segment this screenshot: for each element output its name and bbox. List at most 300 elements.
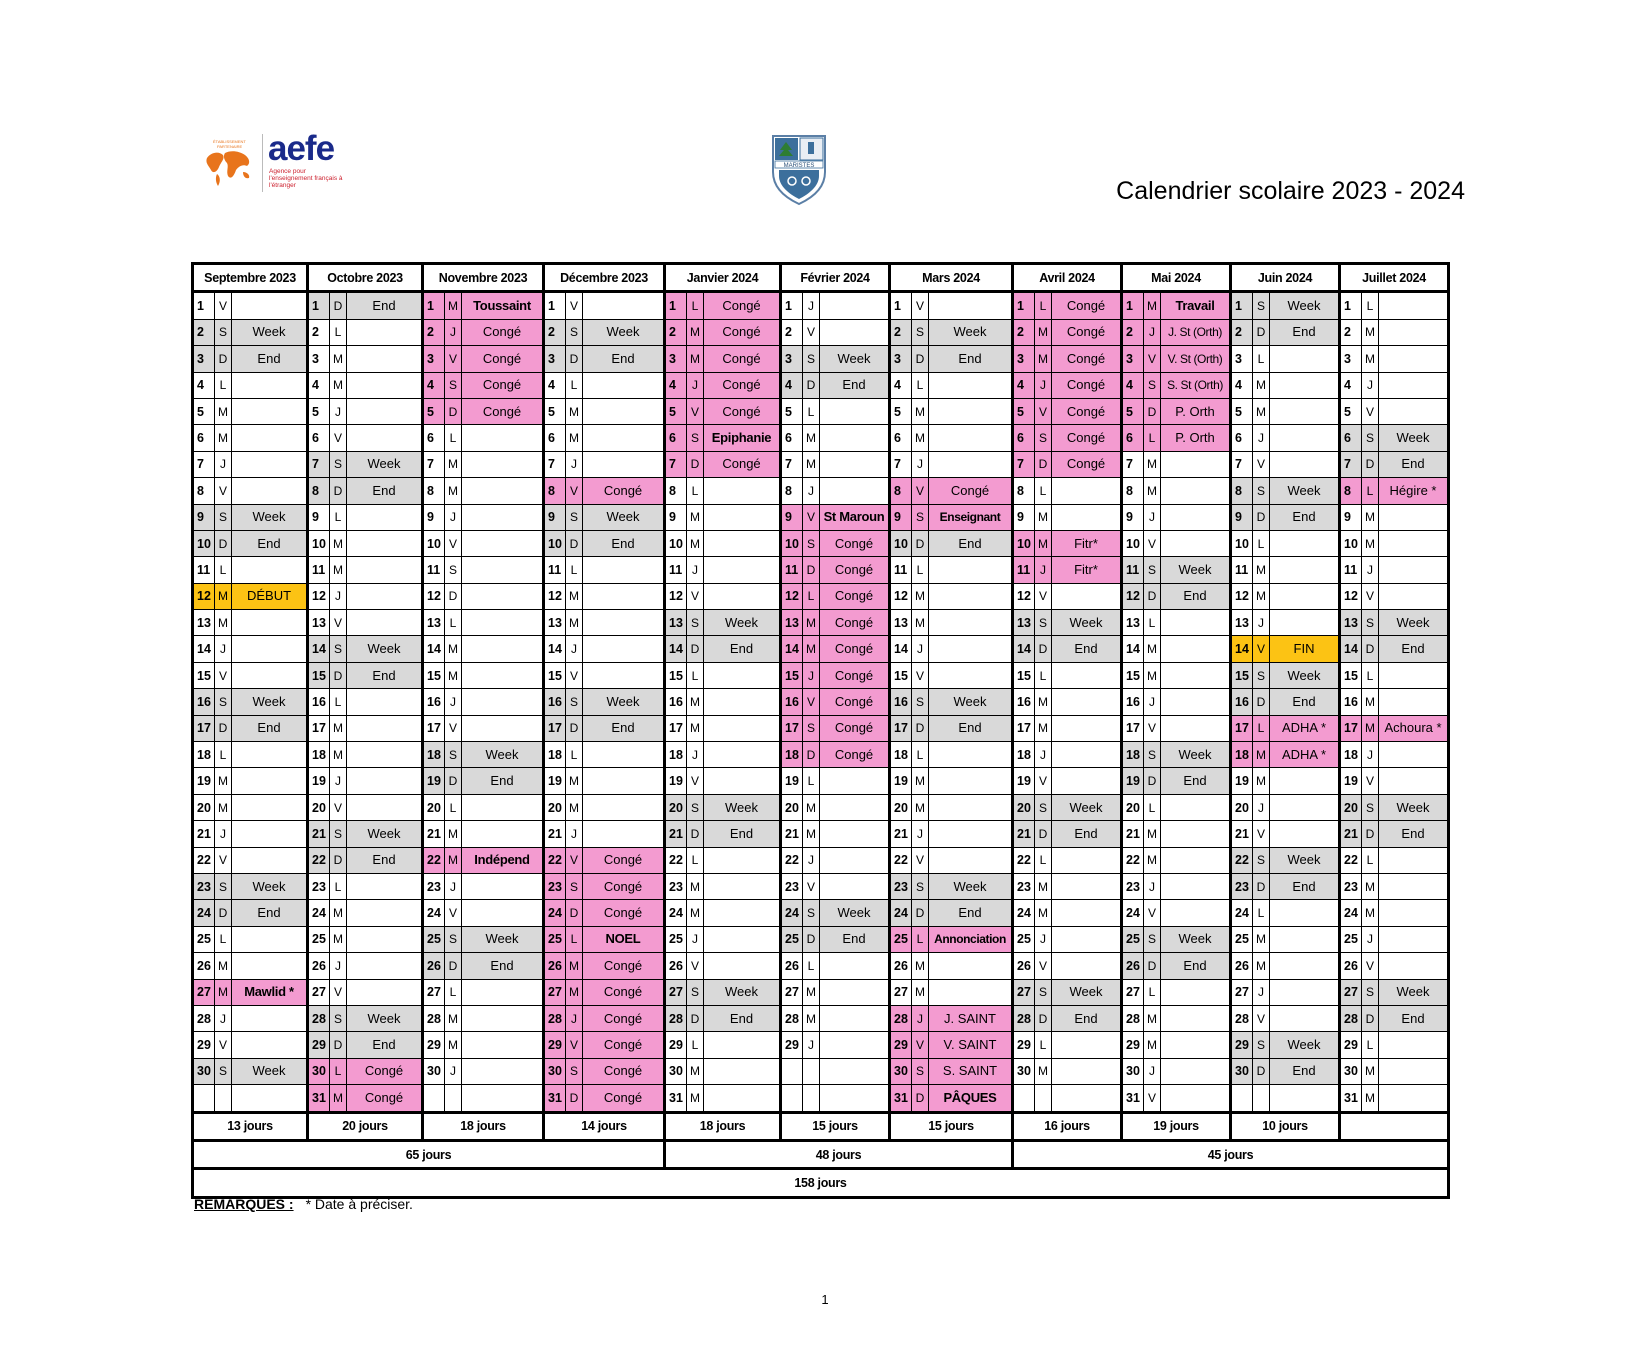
day-label (462, 530, 544, 556)
weekday-letter: M (1362, 689, 1379, 715)
weekday-letter: M (445, 292, 462, 319)
day-number: 20 (1231, 794, 1253, 820)
weekday-letter: L (566, 926, 583, 952)
weekday-letter: J (803, 292, 820, 319)
day-label (462, 425, 544, 451)
day-number: 28 (1122, 1005, 1144, 1031)
weekday-letter: M (1144, 451, 1161, 477)
day-number: 26 (193, 953, 215, 979)
day-label: Congé (704, 346, 781, 372)
weekday-letter: M (912, 768, 929, 794)
day-number: 2 (1231, 319, 1253, 345)
weekday-letter: M (215, 979, 232, 1005)
day-label (232, 478, 308, 504)
day-number: 2 (308, 319, 330, 345)
day-label (583, 398, 665, 424)
day-number: 27 (781, 979, 803, 1005)
weekday-letter: L (566, 557, 583, 583)
day-label (462, 1005, 544, 1031)
day-number (1013, 1085, 1035, 1112)
day-label (462, 821, 544, 847)
weekday-letter: S (215, 873, 232, 899)
day-label: End (232, 900, 308, 926)
month-header: Septembre 2023 (193, 264, 308, 292)
day-label (1052, 1058, 1122, 1084)
day-number: 15 (1231, 662, 1253, 688)
weekday-letter: V (803, 504, 820, 530)
day-label: Congé (1052, 346, 1122, 372)
day-number: 14 (665, 636, 687, 662)
day-number: 6 (1122, 425, 1144, 451)
weekday-letter: V (1362, 398, 1379, 424)
day-label: S. SAINT (929, 1058, 1013, 1084)
day-number: 10 (665, 530, 687, 556)
day-row (193, 953, 1449, 979)
day-number: 31 (890, 1085, 912, 1112)
day-label: Congé (583, 979, 665, 1005)
day-number: 28 (193, 1005, 215, 1031)
weekday-letter: D (1253, 873, 1270, 899)
day-label: Congé (820, 662, 890, 688)
weekday-letter: J (1362, 926, 1379, 952)
day-number: 24 (1013, 900, 1035, 926)
day-label (462, 478, 544, 504)
day-number (1231, 1085, 1253, 1112)
day-number (423, 1085, 445, 1112)
day-label (1161, 821, 1231, 847)
day-label (1379, 1085, 1449, 1112)
day-number: 1 (1340, 292, 1362, 319)
day-row (193, 662, 1449, 688)
day-number: 29 (544, 1032, 566, 1058)
day-row (193, 478, 1449, 504)
day-number: 4 (193, 372, 215, 398)
weekday-letter: D (566, 715, 583, 741)
weekday-letter: L (803, 398, 820, 424)
world-map-icon (205, 136, 255, 190)
day-number: 27 (193, 979, 215, 1005)
day-number: 1 (665, 292, 687, 319)
day-label (1052, 742, 1122, 768)
weekday-letter: S (912, 1058, 929, 1084)
day-number: 11 (1231, 557, 1253, 583)
day-number: 22 (1013, 847, 1035, 873)
day-label (1270, 794, 1340, 820)
weekday-letter: J (330, 768, 347, 794)
day-label: Week (1052, 610, 1122, 636)
weekday-letter: D (330, 847, 347, 873)
day-number: 7 (308, 451, 330, 477)
weekday-letter: J (215, 1005, 232, 1031)
weekday-letter: M (330, 715, 347, 741)
day-number: 19 (193, 768, 215, 794)
weekday-letter: V (215, 478, 232, 504)
weekday-letter: M (912, 425, 929, 451)
day-label (1161, 1032, 1231, 1058)
day-label (1052, 926, 1122, 952)
weekday-letter: L (1362, 1032, 1379, 1058)
weekday-letter: J (1362, 372, 1379, 398)
day-label (820, 1005, 890, 1031)
weekday-letter: M (215, 953, 232, 979)
day-number: 5 (1013, 398, 1035, 424)
day-number: 26 (1122, 953, 1144, 979)
day-label (347, 873, 423, 899)
day-number: 7 (1231, 451, 1253, 477)
day-number: 29 (308, 1032, 330, 1058)
weekday-letter: S (566, 689, 583, 715)
day-row (193, 610, 1449, 636)
weekday-letter: V (912, 1032, 929, 1058)
day-number: 8 (781, 478, 803, 504)
month-total: 18 jours (665, 1112, 781, 1140)
weekday-letter: S (215, 1058, 232, 1084)
day-label (1379, 1058, 1449, 1084)
day-label (820, 979, 890, 1005)
day-number: 21 (1340, 821, 1362, 847)
month-header: Novembre 2023 (423, 264, 544, 292)
day-label (462, 715, 544, 741)
day-label: Congé (583, 1005, 665, 1031)
day-label: Week (704, 610, 781, 636)
day-number: 2 (1122, 319, 1144, 345)
weekday-letter: V (1035, 768, 1052, 794)
weekday-letter: M (1035, 530, 1052, 556)
day-number: 8 (665, 478, 687, 504)
day-row (193, 900, 1449, 926)
day-label: J. St (Orth) (1161, 319, 1231, 345)
day-label (347, 768, 423, 794)
weekday-letter: M (1035, 319, 1052, 345)
day-number: 8 (1340, 478, 1362, 504)
day-number: 5 (193, 398, 215, 424)
weekday-letter: D (330, 292, 347, 319)
day-number: 15 (193, 662, 215, 688)
day-label: Congé (820, 583, 890, 609)
weekday-letter: V (1035, 583, 1052, 609)
day-number: 3 (544, 346, 566, 372)
weekday-letter: M (803, 425, 820, 451)
day-label: Congé (704, 372, 781, 398)
day-number: 8 (193, 478, 215, 504)
day-number: 7 (665, 451, 687, 477)
weekday-letter: S (445, 557, 462, 583)
day-number: 11 (781, 557, 803, 583)
day-number: 1 (193, 292, 215, 319)
weekday-letter: M (1362, 1085, 1379, 1112)
weekday-letter: M (1144, 821, 1161, 847)
day-label (462, 504, 544, 530)
day-number: 24 (665, 900, 687, 926)
day-number: 5 (423, 398, 445, 424)
day-label (929, 662, 1013, 688)
day-label: Congé (462, 398, 544, 424)
day-label (704, 953, 781, 979)
day-label (347, 583, 423, 609)
weekday-letter: J (566, 821, 583, 847)
weekday-letter: M (215, 794, 232, 820)
weekday-letter: S (1035, 425, 1052, 451)
day-number: 24 (193, 900, 215, 926)
day-number: 15 (423, 662, 445, 688)
weekday-letter: V (1253, 451, 1270, 477)
weekday-letter: D (1144, 953, 1161, 979)
weekday-letter: V (1253, 636, 1270, 662)
day-label: Fitr* (1052, 530, 1122, 556)
day-label (1270, 1005, 1340, 1031)
day-label (1052, 953, 1122, 979)
day-number: 25 (193, 926, 215, 952)
month-total: 16 jours (1013, 1112, 1122, 1140)
day-number: 17 (890, 715, 912, 741)
weekday-letter: V (330, 610, 347, 636)
day-label (347, 794, 423, 820)
day-label (583, 292, 665, 319)
weekday-letter: M (1144, 478, 1161, 504)
weekday-letter: S (215, 504, 232, 530)
weekday-letter: M (1362, 715, 1379, 741)
weekday-letter: S (330, 821, 347, 847)
day-label (820, 1085, 890, 1112)
day-number: 14 (544, 636, 566, 662)
weekday-letter (803, 1085, 820, 1112)
weekday-letter: L (803, 953, 820, 979)
day-label: Congé (1052, 425, 1122, 451)
day-number: 12 (308, 583, 330, 609)
day-number: 6 (890, 425, 912, 451)
day-number: 6 (193, 425, 215, 451)
weekday-letter: L (1035, 478, 1052, 504)
day-label (462, 794, 544, 820)
aefe-badge-text: ÉTABLISSEMENT (213, 139, 246, 144)
weekday-letter: M (687, 689, 704, 715)
day-number: 6 (423, 425, 445, 451)
day-number: 10 (193, 530, 215, 556)
day-number: 7 (1340, 451, 1362, 477)
weekday-letter: J (803, 478, 820, 504)
weekday-letter: D (215, 346, 232, 372)
weekday-letter: M (687, 900, 704, 926)
day-number: 26 (781, 953, 803, 979)
day-number: 23 (544, 873, 566, 899)
day-number: 3 (1340, 346, 1362, 372)
day-label: End (462, 953, 544, 979)
weekday-letter: S (1253, 292, 1270, 319)
day-number: 5 (665, 398, 687, 424)
day-number: 21 (665, 821, 687, 847)
day-label (929, 847, 1013, 873)
day-label: P. Orth (1161, 425, 1231, 451)
day-number: 29 (1122, 1032, 1144, 1058)
day-number: 11 (544, 557, 566, 583)
day-label: End (929, 346, 1013, 372)
weekday-letter: J (330, 398, 347, 424)
weekday-letter: S (1035, 794, 1052, 820)
day-label (1052, 662, 1122, 688)
weekday-letter: L (1035, 847, 1052, 873)
weekday-letter: M (687, 715, 704, 741)
weekday-letter: L (687, 847, 704, 873)
day-label (347, 372, 423, 398)
day-label: Congé (583, 873, 665, 899)
weekday-letter: D (1362, 821, 1379, 847)
day-number: 31 (544, 1085, 566, 1112)
day-label: Fitr* (1052, 557, 1122, 583)
day-label: FIN (1270, 636, 1340, 662)
day-number: 19 (544, 768, 566, 794)
day-number: 19 (308, 768, 330, 794)
day-label: Week (347, 451, 423, 477)
weekday-letter: J (1362, 742, 1379, 768)
weekday-letter: J (445, 873, 462, 899)
day-number: 26 (1013, 953, 1035, 979)
weekday-letter: M (803, 451, 820, 477)
day-number: 18 (423, 742, 445, 768)
weekday-letter: M (330, 372, 347, 398)
day-label (1379, 292, 1449, 319)
day-label (1161, 900, 1231, 926)
weekday-letter: S (1253, 847, 1270, 873)
weekday-letter: M (687, 530, 704, 556)
weekday-letter: S (912, 873, 929, 899)
day-label (704, 557, 781, 583)
day-label (820, 451, 890, 477)
day-label: Achoura * (1379, 715, 1449, 741)
day-number: 13 (193, 610, 215, 636)
day-label (583, 636, 665, 662)
month-header: Mai 2024 (1122, 264, 1231, 292)
weekday-letter: S (803, 715, 820, 741)
weekday-letter: L (1362, 847, 1379, 873)
day-number: 2 (193, 319, 215, 345)
weekday-letter: J (1253, 425, 1270, 451)
day-number: 20 (308, 794, 330, 820)
day-label (929, 425, 1013, 451)
day-label: Congé (820, 530, 890, 556)
day-label: Week (820, 346, 890, 372)
weekday-letter: M (1253, 583, 1270, 609)
weekday-letter: L (330, 504, 347, 530)
weekday-letter: V (912, 478, 929, 504)
day-number: 13 (1013, 610, 1035, 636)
day-label (1052, 847, 1122, 873)
day-number: 14 (781, 636, 803, 662)
day-label (704, 768, 781, 794)
day-label: Travail (1161, 292, 1231, 319)
day-number: 14 (1340, 636, 1362, 662)
day-number: 14 (1122, 636, 1144, 662)
day-label (583, 768, 665, 794)
day-label (929, 610, 1013, 636)
weekday-letter: V (215, 292, 232, 319)
day-label: PÂQUES (929, 1085, 1013, 1112)
weekday-letter: S (912, 689, 929, 715)
day-label (1379, 926, 1449, 952)
weekday-letter: M (566, 610, 583, 636)
weekday-letter: J (1253, 794, 1270, 820)
weekday-letter: J (445, 689, 462, 715)
day-number: 13 (781, 610, 803, 636)
day-label (929, 292, 1013, 319)
day-label (1052, 504, 1122, 530)
day-number: 29 (423, 1032, 445, 1058)
day-number: 1 (1231, 292, 1253, 319)
day-number: 16 (308, 689, 330, 715)
day-number: 17 (1013, 715, 1035, 741)
day-number: 21 (423, 821, 445, 847)
day-row (193, 794, 1449, 820)
day-number: 11 (1122, 557, 1144, 583)
day-label (820, 319, 890, 345)
day-number: 11 (423, 557, 445, 583)
day-number: 7 (1013, 451, 1035, 477)
day-number: 3 (193, 346, 215, 372)
weekday-letter (445, 1085, 462, 1112)
day-label: End (1270, 319, 1340, 345)
weekday-letter: M (566, 583, 583, 609)
day-label: Week (1270, 292, 1340, 319)
day-label (583, 794, 665, 820)
day-label (347, 900, 423, 926)
day-label: Week (1161, 926, 1231, 952)
day-label: Congé (1052, 292, 1122, 319)
day-row (193, 583, 1449, 609)
day-number: 28 (423, 1005, 445, 1031)
weekday-letter: D (1035, 821, 1052, 847)
day-label: Hégire * (1379, 478, 1449, 504)
weekday-letter: D (1362, 636, 1379, 662)
weekday-letter: L (566, 372, 583, 398)
weekday-letter: V (445, 900, 462, 926)
day-label: Week (232, 873, 308, 899)
weekday-letter: M (1253, 926, 1270, 952)
day-number: 4 (308, 372, 330, 398)
day-label (1379, 873, 1449, 899)
day-number: 12 (193, 583, 215, 609)
month-total: 19 jours (1122, 1112, 1231, 1140)
day-row (193, 873, 1449, 899)
month-header: Janvier 2024 (665, 264, 781, 292)
day-label (1270, 610, 1340, 636)
day-number: 23 (890, 873, 912, 899)
day-number: 7 (1122, 451, 1144, 477)
day-label (1270, 530, 1340, 556)
day-label (1270, 953, 1340, 979)
year-total: 158 jours (193, 1169, 1449, 1197)
day-number: 24 (890, 900, 912, 926)
weekday-letter: J (912, 1005, 929, 1031)
weekday-letter: V (566, 292, 583, 319)
weekday-letter: V (1362, 953, 1379, 979)
day-label: Congé (462, 346, 544, 372)
day-number: 8 (544, 478, 566, 504)
weekday-letter: D (1144, 398, 1161, 424)
weekday-letter: V (1253, 1005, 1270, 1031)
day-label: NOEL (583, 926, 665, 952)
weekday-letter: M (445, 451, 462, 477)
weekday-letter: S (803, 346, 820, 372)
weekday-letter: M (215, 768, 232, 794)
day-number: 9 (1340, 504, 1362, 530)
day-number: 18 (1231, 742, 1253, 768)
day-number: 16 (1013, 689, 1035, 715)
day-number: 11 (308, 557, 330, 583)
weekday-letter: M (1035, 1058, 1052, 1084)
weekday-letter: J (1035, 742, 1052, 768)
weekday-letter: L (330, 1058, 347, 1084)
weekday-letter: L (330, 319, 347, 345)
day-number: 27 (423, 979, 445, 1005)
